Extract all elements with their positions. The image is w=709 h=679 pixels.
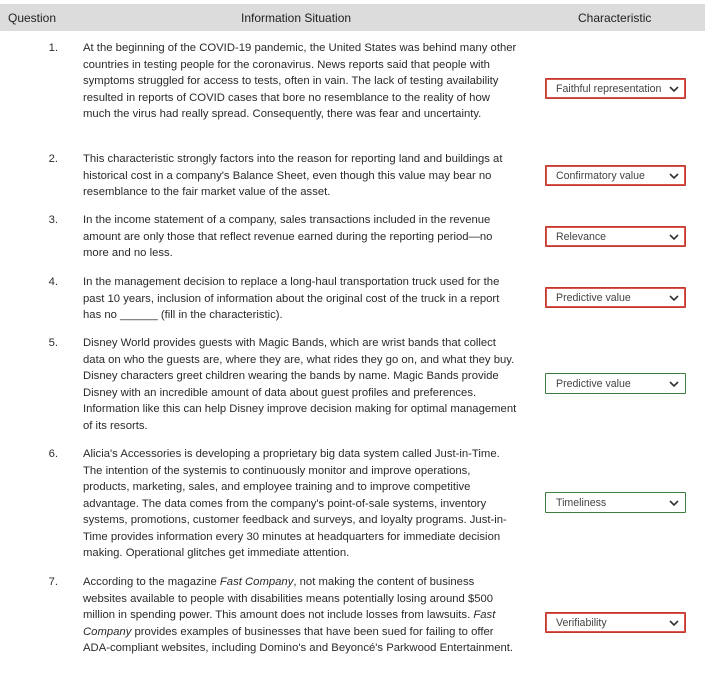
characteristic-select[interactable]	[545, 492, 686, 513]
situation-text: At the beginning of the COVID-19 pandemic, the United States was behind many other countries in testing people for the coronavirus. News reports said that people with symptoms struggled for access to tests, often in vain. The lack of testing availability resulted in reports of COVID cases that bore no resemblance to the reality of how much the virus had really spread. Consequently, there was fear and uncertainty.	[83, 42, 517, 120]
characteristic-select[interactable]	[545, 612, 686, 633]
selected-value: Faithful representation	[556, 83, 662, 95]
situation-text: Disney World provides guests with Magic Bands, which are wrist bands that collect data on who the guests are, where they are, what rides they go on, and what they buy. Disney characters greet children wearing the bands by name. Magic Bands provide Disney with an incredible amount of data about guest profiles and preferences. Information like this can help Disney improve decision making for optimal management of its resorts.	[83, 337, 517, 432]
situation-text: This characteristic strongly factors into the reason for reporting land and buildings at historical cost in a company's Balance Sheet, even though this value may bear no resemblance to the fair market value of the asset.	[83, 153, 503, 198]
characteristic-select[interactable]	[545, 226, 686, 247]
chevron-down-icon	[669, 232, 679, 242]
magazine-title: Fast Company	[83, 609, 496, 638]
characteristic-select[interactable]	[545, 165, 686, 186]
header-question: Question	[8, 11, 57, 25]
question-number: 3.	[48, 214, 58, 226]
selected-value: Verifiability	[556, 617, 607, 629]
situation-text: In the income statement of a company, sales transactions included in the revenue amount are only those that reflect revenue earned during the reporting period—no more and no less.	[83, 214, 493, 259]
chevron-down-icon	[669, 171, 679, 181]
selected-value: Predictive value	[556, 292, 631, 304]
situation-text: In the management decision to replace a long-haul transportation truck used for the past 10 years, inclusion of information about the original cost of the truck in a report has no ______ (fill in the characteristic).	[83, 276, 500, 321]
selected-value: Relevance	[556, 231, 607, 243]
magazine-title: Fast Company	[219, 576, 294, 588]
chevron-down-icon	[669, 293, 679, 303]
question-number: 2.	[48, 153, 58, 165]
question-number: 4.	[48, 276, 58, 288]
situation-text: According to the magazine Fast Company, not making the content of business websites available to people with disabilities means potentially losing around $500 million in spending power. This amount does not include losses from lawsuits. Fast Company provides examples of businesses that have been sued for failing to offer ADA-compliant websites, including Domino's and Beyoncé's Parkwood Entertainment.	[83, 576, 514, 654]
chevron-down-icon	[669, 84, 679, 94]
selected-value: Confirmatory value	[556, 170, 645, 182]
chevron-down-icon	[669, 618, 679, 628]
characteristic-select[interactable]	[545, 373, 686, 394]
selected-value: Timeliness	[556, 497, 607, 509]
characteristic-select[interactable]	[545, 78, 686, 99]
chevron-down-icon	[669, 379, 679, 389]
question-number: 1.	[48, 42, 58, 54]
header-characteristic: Characteristic	[578, 11, 652, 25]
selected-value: Predictive value	[556, 378, 631, 390]
chevron-down-icon	[669, 498, 679, 508]
characteristic-select[interactable]	[545, 287, 686, 308]
table-header	[0, 4, 705, 31]
question-number: 6.	[48, 448, 58, 460]
question-number: 7.	[48, 576, 58, 588]
header-information-situation: Information Situation	[241, 11, 352, 25]
question-number: 5.	[48, 337, 58, 349]
situation-text: Alicia's Accessories is developing a proprietary big data system called Just-in-Time. The intention of the systemis to continuously monitor and improve operations, products, marketing, sales, and employee training and to improve competitive advantage. The data comes from the company's point-of-sale systems, inventory systems, promotions, customer feedback and surveys, and loyalty programs. Just-in-Time provides information every 30 minutes at headquarters for immediate decision making. Operational glitches get immediate attention.	[83, 448, 507, 559]
